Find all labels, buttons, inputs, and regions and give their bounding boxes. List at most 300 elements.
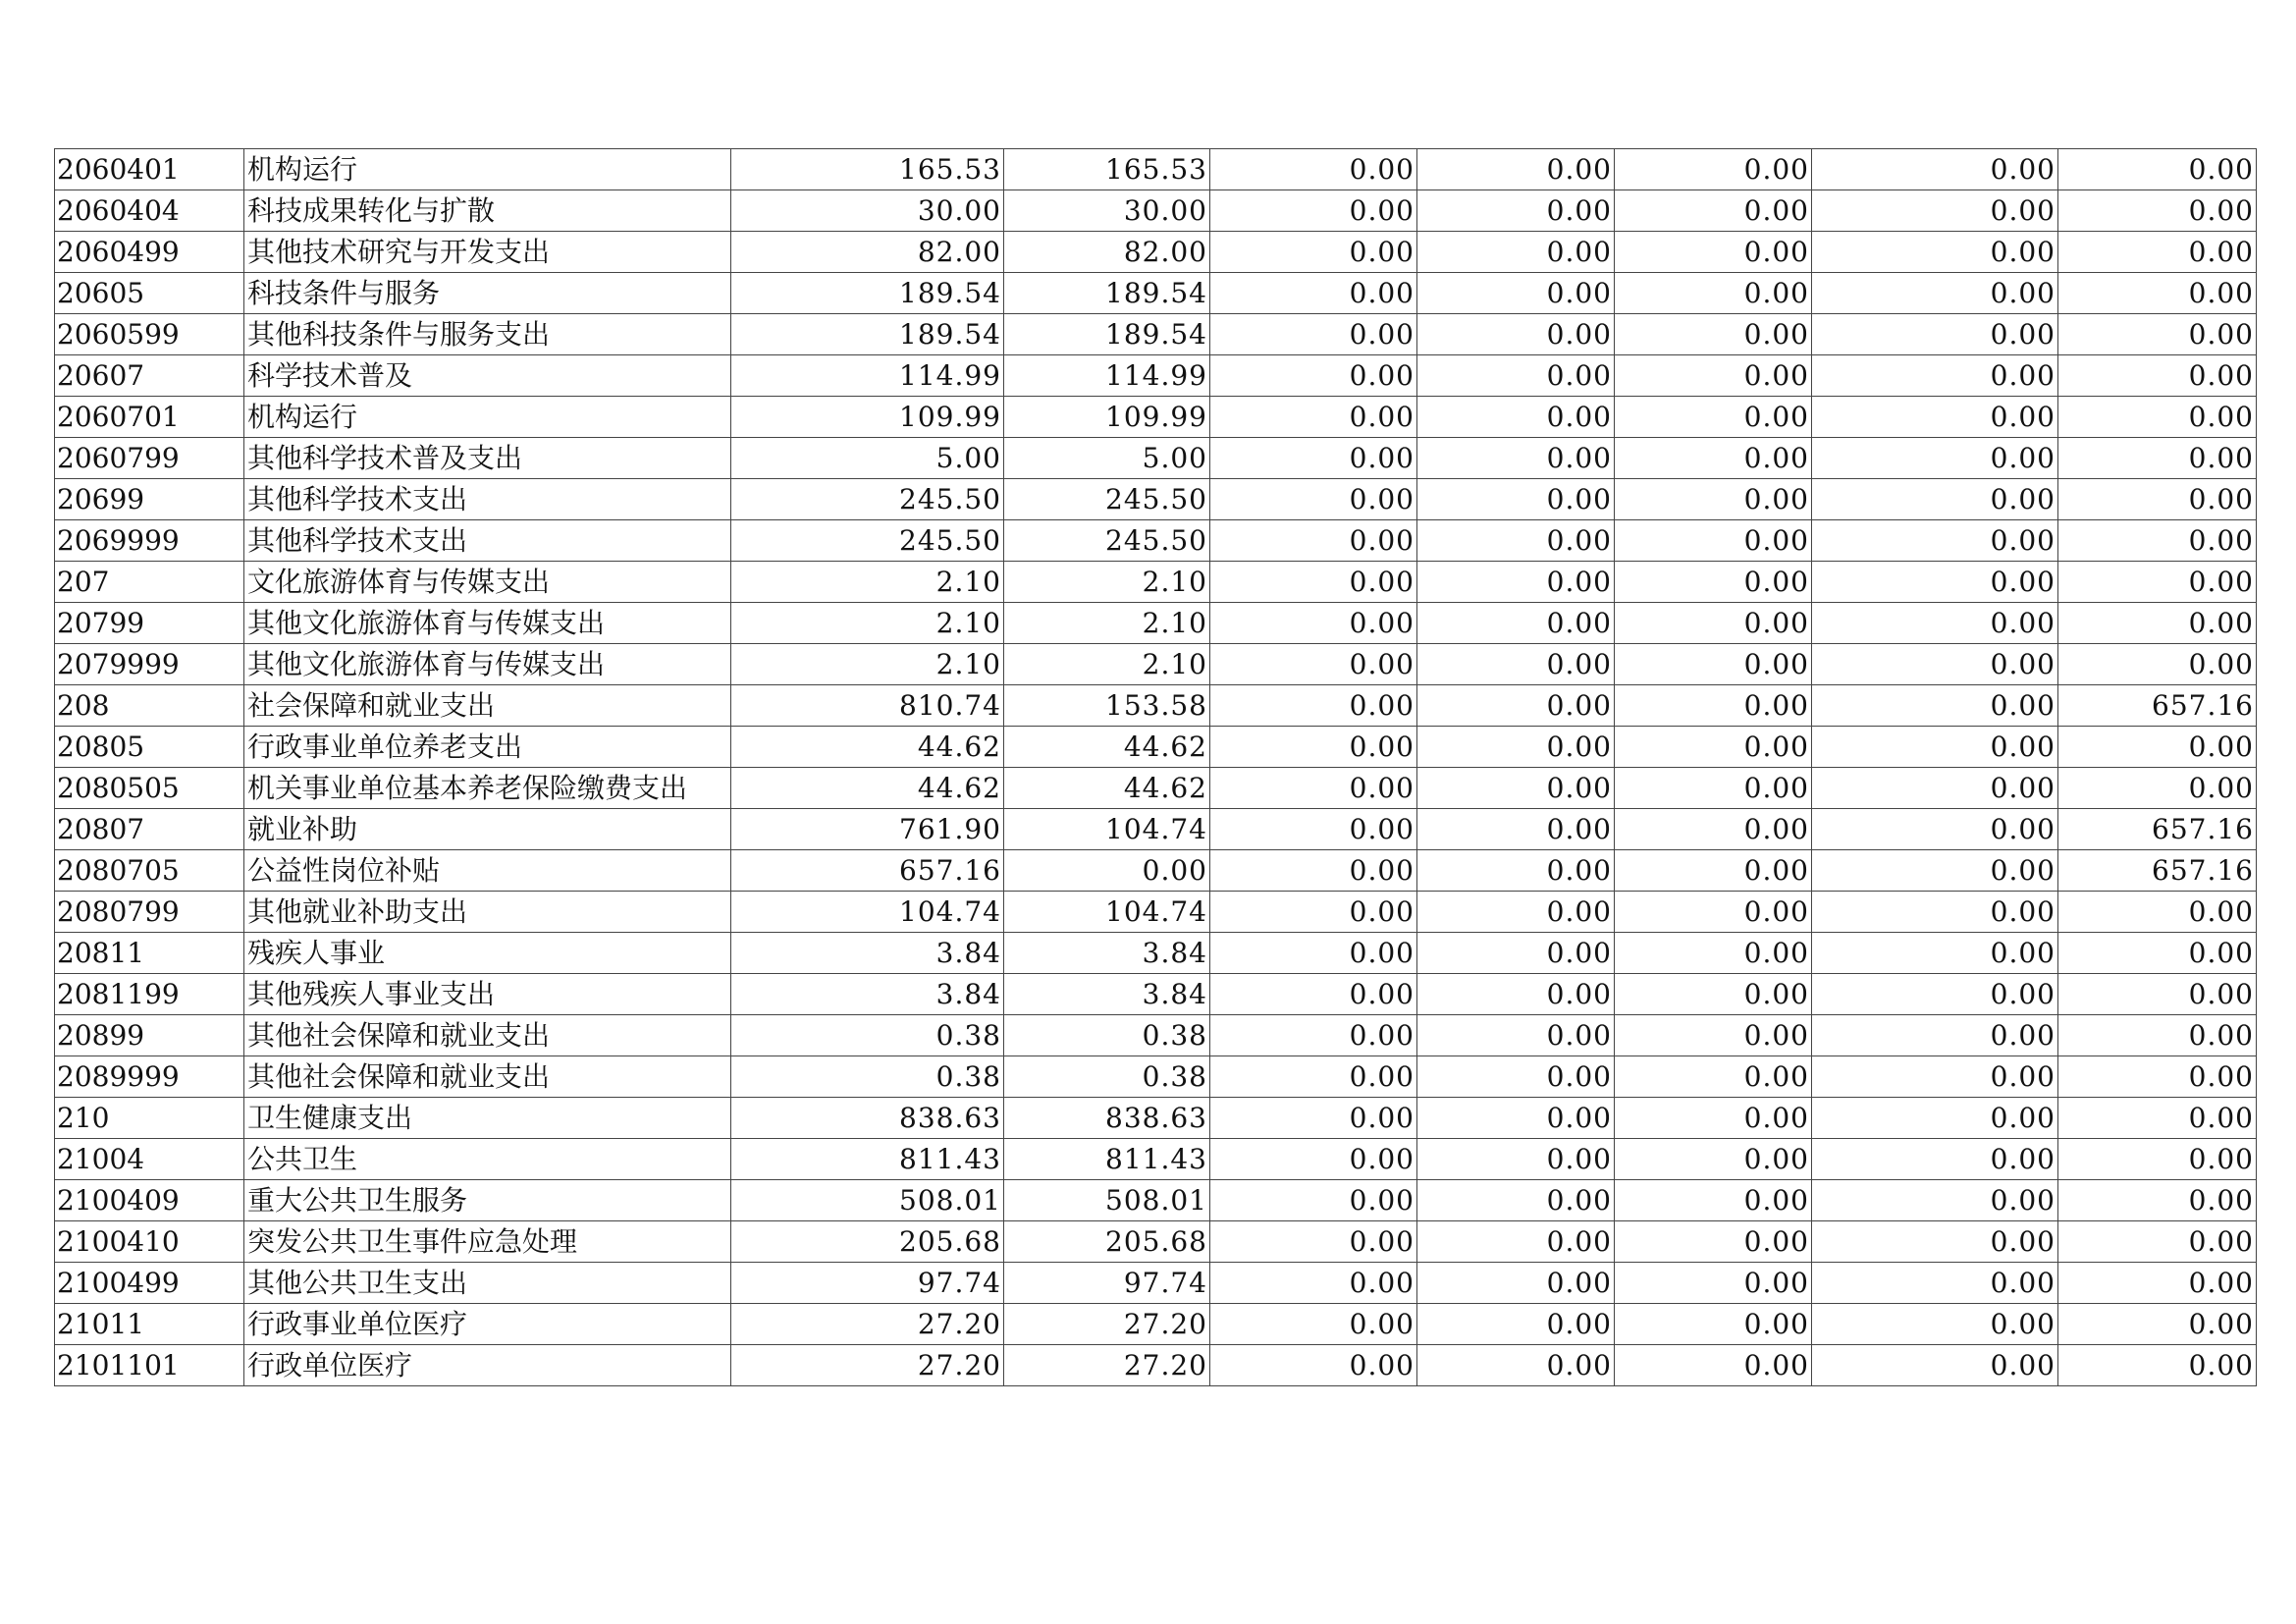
subject-name-cell: 其他科学技术支出 xyxy=(244,479,731,520)
amount-cell: 104.74 xyxy=(731,892,1004,933)
amount-cell: 0.00 xyxy=(1210,479,1417,520)
amount-cell: 0.00 xyxy=(1417,727,1615,768)
amount-cell: 153.58 xyxy=(1004,685,1210,727)
amount-cell: 0.00 xyxy=(1615,644,1812,685)
amount-cell: 2.10 xyxy=(1004,562,1210,603)
amount-cell: 0.00 xyxy=(2058,397,2257,438)
amount-cell: 104.74 xyxy=(1004,892,1210,933)
amount-cell: 30.00 xyxy=(1004,190,1210,232)
subject-name-cell: 行政单位医疗 xyxy=(244,1345,731,1386)
amount-cell: 0.00 xyxy=(1210,644,1417,685)
subject-code-cell: 20899 xyxy=(55,1015,244,1056)
subject-name-cell: 突发公共卫生事件应急处理 xyxy=(244,1221,731,1263)
amount-cell: 0.00 xyxy=(2058,1056,2257,1098)
amount-cell: 657.16 xyxy=(2058,850,2257,892)
amount-cell: 838.63 xyxy=(731,1098,1004,1139)
amount-cell: 0.00 xyxy=(1812,314,2058,355)
amount-cell: 0.00 xyxy=(1615,1221,1812,1263)
amount-cell: 0.00 xyxy=(1615,190,1812,232)
amount-cell: 0.00 xyxy=(1210,1056,1417,1098)
amount-cell: 0.00 xyxy=(2058,933,2257,974)
subject-name-cell: 其他公共卫生支出 xyxy=(244,1263,731,1304)
amount-cell: 0.00 xyxy=(1812,438,2058,479)
amount-cell: 0.00 xyxy=(2058,1139,2257,1180)
amount-cell: 27.20 xyxy=(731,1345,1004,1386)
table-row xyxy=(55,1180,2257,1221)
amount-cell: 0.00 xyxy=(1417,1263,1615,1304)
amount-cell: 0.00 xyxy=(1210,1139,1417,1180)
amount-cell: 0.00 xyxy=(1615,727,1812,768)
amount-cell: 5.00 xyxy=(1004,438,1210,479)
subject-name-cell: 其他就业补助支出 xyxy=(244,892,731,933)
amount-cell: 811.43 xyxy=(1004,1139,1210,1180)
subject-name-cell: 残疾人事业 xyxy=(244,933,731,974)
subject-code-cell: 2080799 xyxy=(55,892,244,933)
amount-cell: 0.00 xyxy=(1417,644,1615,685)
amount-cell: 0.00 xyxy=(1615,149,1812,190)
amount-cell: 508.01 xyxy=(1004,1180,1210,1221)
amount-cell: 0.00 xyxy=(1812,892,2058,933)
amount-cell: 0.00 xyxy=(1615,1056,1812,1098)
table-row xyxy=(55,1345,2257,1386)
amount-cell: 0.00 xyxy=(1417,1056,1615,1098)
amount-cell: 2.10 xyxy=(731,562,1004,603)
amount-cell: 0.00 xyxy=(1615,603,1812,644)
amount-cell: 27.20 xyxy=(1004,1345,1210,1386)
amount-cell: 3.84 xyxy=(1004,933,1210,974)
amount-cell: 0.00 xyxy=(1615,273,1812,314)
table-row xyxy=(55,1221,2257,1263)
amount-cell: 0.00 xyxy=(1812,727,2058,768)
amount-cell: 0.00 xyxy=(1210,520,1417,562)
amount-cell: 189.54 xyxy=(731,314,1004,355)
amount-cell: 245.50 xyxy=(731,520,1004,562)
amount-cell: 0.00 xyxy=(2058,1098,2257,1139)
subject-code-cell: 20607 xyxy=(55,355,244,397)
amount-cell: 0.00 xyxy=(1210,1263,1417,1304)
subject-name-cell: 文化旅游体育与传媒支出 xyxy=(244,562,731,603)
subject-code-cell: 2079999 xyxy=(55,644,244,685)
subject-name-cell: 其他残疾人事业支出 xyxy=(244,974,731,1015)
subject-name-cell: 行政事业单位养老支出 xyxy=(244,727,731,768)
amount-cell: 82.00 xyxy=(1004,232,1210,273)
amount-cell: 0.00 xyxy=(1615,850,1812,892)
table-row xyxy=(55,933,2257,974)
amount-cell: 0.00 xyxy=(2058,644,2257,685)
amount-cell: 0.00 xyxy=(1417,479,1615,520)
subject-name-cell: 公益性岗位补贴 xyxy=(244,850,731,892)
table-row xyxy=(55,314,2257,355)
subject-code-cell: 208 xyxy=(55,685,244,727)
table-row xyxy=(55,1304,2257,1345)
subject-name-cell: 就业补助 xyxy=(244,809,731,850)
amount-cell: 0.00 xyxy=(1210,232,1417,273)
subject-code-cell: 2060401 xyxy=(55,149,244,190)
amount-cell: 0.00 xyxy=(1615,1263,1812,1304)
amount-cell: 0.00 xyxy=(1417,1139,1615,1180)
subject-code-cell: 210 xyxy=(55,1098,244,1139)
subject-code-cell: 20699 xyxy=(55,479,244,520)
amount-cell: 0.00 xyxy=(1210,397,1417,438)
amount-cell: 3.84 xyxy=(1004,974,1210,1015)
amount-cell: 0.00 xyxy=(1615,1098,1812,1139)
subject-name-cell: 其他文化旅游体育与传媒支出 xyxy=(244,603,731,644)
amount-cell: 3.84 xyxy=(731,974,1004,1015)
amount-cell: 0.00 xyxy=(1417,974,1615,1015)
amount-cell: 761.90 xyxy=(731,809,1004,850)
subject-code-cell: 2060499 xyxy=(55,232,244,273)
subject-code-cell: 20605 xyxy=(55,273,244,314)
amount-cell: 0.00 xyxy=(1417,1221,1615,1263)
subject-code-cell: 21011 xyxy=(55,1304,244,1345)
subject-name-cell: 机构运行 xyxy=(244,397,731,438)
amount-cell: 0.00 xyxy=(1615,232,1812,273)
table-row xyxy=(55,1263,2257,1304)
amount-cell: 82.00 xyxy=(731,232,1004,273)
amount-cell: 0.00 xyxy=(1615,685,1812,727)
subject-code-cell: 20799 xyxy=(55,603,244,644)
amount-cell: 0.00 xyxy=(1812,149,2058,190)
amount-cell: 0.00 xyxy=(1615,1015,1812,1056)
amount-cell: 0.00 xyxy=(1210,685,1417,727)
table-row xyxy=(55,1098,2257,1139)
amount-cell: 0.00 xyxy=(1210,933,1417,974)
amount-cell: 0.00 xyxy=(2058,1015,2257,1056)
amount-cell: 2.10 xyxy=(731,603,1004,644)
amount-cell: 97.74 xyxy=(1004,1263,1210,1304)
amount-cell: 0.00 xyxy=(1417,768,1615,809)
table-row xyxy=(55,232,2257,273)
amount-cell: 30.00 xyxy=(731,190,1004,232)
amount-cell: 2.10 xyxy=(731,644,1004,685)
amount-cell: 0.00 xyxy=(1210,892,1417,933)
amount-cell: 0.00 xyxy=(1417,1098,1615,1139)
amount-cell: 245.50 xyxy=(1004,479,1210,520)
subject-name-cell: 其他社会保障和就业支出 xyxy=(244,1056,731,1098)
amount-cell: 0.00 xyxy=(1812,850,2058,892)
amount-cell: 205.68 xyxy=(1004,1221,1210,1263)
amount-cell: 0.00 xyxy=(1210,190,1417,232)
amount-cell: 0.38 xyxy=(1004,1056,1210,1098)
amount-cell: 0.00 xyxy=(2058,727,2257,768)
subject-name-cell: 科技成果转化与扩散 xyxy=(244,190,731,232)
amount-cell: 657.16 xyxy=(731,850,1004,892)
amount-cell: 810.74 xyxy=(731,685,1004,727)
amount-cell: 0.00 xyxy=(2058,273,2257,314)
table-row xyxy=(55,355,2257,397)
amount-cell: 0.00 xyxy=(2058,190,2257,232)
amount-cell: 44.62 xyxy=(731,768,1004,809)
amount-cell: 0.00 xyxy=(2058,1304,2257,1345)
amount-cell: 0.00 xyxy=(1812,603,2058,644)
table-row xyxy=(55,520,2257,562)
subject-name-cell: 卫生健康支出 xyxy=(244,1098,731,1139)
amount-cell: 0.00 xyxy=(1417,149,1615,190)
subject-code-cell: 2100499 xyxy=(55,1263,244,1304)
subject-code-cell: 2060599 xyxy=(55,314,244,355)
amount-cell: 0.00 xyxy=(1417,603,1615,644)
amount-cell: 0.00 xyxy=(1812,1180,2058,1221)
subject-name-cell: 机构运行 xyxy=(244,149,731,190)
amount-cell: 0.00 xyxy=(1210,850,1417,892)
amount-cell: 0.00 xyxy=(1210,355,1417,397)
amount-cell: 0.00 xyxy=(2058,520,2257,562)
amount-cell: 2.10 xyxy=(1004,603,1210,644)
amount-cell: 165.53 xyxy=(731,149,1004,190)
amount-cell: 0.00 xyxy=(1812,768,2058,809)
subject-name-cell: 科学技术普及 xyxy=(244,355,731,397)
subject-name-cell: 其他文化旅游体育与传媒支出 xyxy=(244,644,731,685)
subject-name-cell: 其他科学技术支出 xyxy=(244,520,731,562)
amount-cell: 0.00 xyxy=(1615,355,1812,397)
subject-name-cell: 其他社会保障和就业支出 xyxy=(244,1015,731,1056)
table-row xyxy=(55,685,2257,727)
amount-cell: 0.00 xyxy=(1615,768,1812,809)
amount-cell: 0.00 xyxy=(1210,603,1417,644)
amount-cell: 0.00 xyxy=(1812,644,2058,685)
amount-cell: 0.00 xyxy=(2058,1180,2257,1221)
amount-cell: 0.00 xyxy=(1615,1304,1812,1345)
amount-cell: 44.62 xyxy=(1004,727,1210,768)
amount-cell: 0.00 xyxy=(1615,1139,1812,1180)
amount-cell: 0.00 xyxy=(1210,1221,1417,1263)
amount-cell: 44.62 xyxy=(1004,768,1210,809)
amount-cell: 205.68 xyxy=(731,1221,1004,1263)
subject-code-cell: 20811 xyxy=(55,933,244,974)
amount-cell: 0.00 xyxy=(1210,562,1417,603)
amount-cell: 0.00 xyxy=(1417,850,1615,892)
amount-cell: 0.00 xyxy=(2058,314,2257,355)
amount-cell: 0.00 xyxy=(1812,273,2058,314)
amount-cell: 245.50 xyxy=(731,479,1004,520)
amount-cell: 3.84 xyxy=(731,933,1004,974)
table-row xyxy=(55,479,2257,520)
amount-cell: 245.50 xyxy=(1004,520,1210,562)
subject-code-cell: 2081199 xyxy=(55,974,244,1015)
amount-cell: 0.00 xyxy=(1615,809,1812,850)
amount-cell: 0.00 xyxy=(1812,1304,2058,1345)
amount-cell: 0.00 xyxy=(1417,1345,1615,1386)
amount-cell: 5.00 xyxy=(731,438,1004,479)
amount-cell: 0.00 xyxy=(2058,149,2257,190)
amount-cell: 0.00 xyxy=(1417,397,1615,438)
table-row xyxy=(55,149,2257,190)
amount-cell: 0.00 xyxy=(1417,933,1615,974)
subject-name-cell: 其他技术研究与开发支出 xyxy=(244,232,731,273)
subject-name-cell: 行政事业单位医疗 xyxy=(244,1304,731,1345)
amount-cell: 0.00 xyxy=(1210,1304,1417,1345)
amount-cell: 0.38 xyxy=(731,1056,1004,1098)
subject-name-cell: 其他科学技术普及支出 xyxy=(244,438,731,479)
amount-cell: 0.00 xyxy=(1210,314,1417,355)
subject-code-cell: 2101101 xyxy=(55,1345,244,1386)
subject-code-cell: 2100410 xyxy=(55,1221,244,1263)
amount-cell: 44.62 xyxy=(731,727,1004,768)
amount-cell: 0.00 xyxy=(1210,273,1417,314)
table-row xyxy=(55,727,2257,768)
amount-cell: 0.00 xyxy=(1615,974,1812,1015)
amount-cell: 0.00 xyxy=(1417,438,1615,479)
table-row xyxy=(55,850,2257,892)
amount-cell: 0.00 xyxy=(1615,892,1812,933)
amount-cell: 0.00 xyxy=(2058,603,2257,644)
amount-cell: 0.00 xyxy=(1417,892,1615,933)
amount-cell: 0.00 xyxy=(1812,1139,2058,1180)
amount-cell: 0.00 xyxy=(2058,1263,2257,1304)
amount-cell: 27.20 xyxy=(731,1304,1004,1345)
table-row xyxy=(55,562,2257,603)
amount-cell: 0.00 xyxy=(1812,933,2058,974)
amount-cell: 0.00 xyxy=(1210,1180,1417,1221)
table-row xyxy=(55,644,2257,685)
amount-cell: 0.00 xyxy=(1417,809,1615,850)
amount-cell: 0.00 xyxy=(1812,397,2058,438)
amount-cell: 0.00 xyxy=(1210,1345,1417,1386)
amount-cell: 0.00 xyxy=(1004,850,1210,892)
amount-cell: 838.63 xyxy=(1004,1098,1210,1139)
amount-cell: 0.00 xyxy=(1210,809,1417,850)
amount-cell: 189.54 xyxy=(1004,314,1210,355)
amount-cell: 189.54 xyxy=(1004,273,1210,314)
amount-cell: 0.00 xyxy=(2058,479,2257,520)
table-row xyxy=(55,892,2257,933)
subject-name-cell: 重大公共卫生服务 xyxy=(244,1180,731,1221)
subject-code-cell: 20807 xyxy=(55,809,244,850)
table-row xyxy=(55,190,2257,232)
amount-cell: 0.00 xyxy=(1417,273,1615,314)
subject-name-cell: 其他科技条件与服务支出 xyxy=(244,314,731,355)
subject-code-cell: 2080505 xyxy=(55,768,244,809)
amount-cell: 0.00 xyxy=(1812,1345,2058,1386)
table-body xyxy=(55,149,2257,1386)
amount-cell: 0.00 xyxy=(1417,520,1615,562)
amount-cell: 0.00 xyxy=(1812,685,2058,727)
amount-cell: 0.38 xyxy=(1004,1015,1210,1056)
subject-code-cell: 20805 xyxy=(55,727,244,768)
amount-cell: 0.00 xyxy=(1210,974,1417,1015)
amount-cell: 0.00 xyxy=(1812,232,2058,273)
amount-cell: 0.00 xyxy=(1615,562,1812,603)
amount-cell: 104.74 xyxy=(1004,809,1210,850)
subject-code-cell: 2100409 xyxy=(55,1180,244,1221)
amount-cell: 0.00 xyxy=(1615,1180,1812,1221)
table-row xyxy=(55,809,2257,850)
amount-cell: 27.20 xyxy=(1004,1304,1210,1345)
subject-code-cell: 2089999 xyxy=(55,1056,244,1098)
amount-cell: 0.00 xyxy=(2058,1345,2257,1386)
amount-cell: 0.00 xyxy=(1812,355,2058,397)
subject-code-cell: 21004 xyxy=(55,1139,244,1180)
table-row xyxy=(55,974,2257,1015)
amount-cell: 0.00 xyxy=(1210,727,1417,768)
amount-cell: 657.16 xyxy=(2058,685,2257,727)
amount-cell: 109.99 xyxy=(1004,397,1210,438)
subject-code-cell: 2069999 xyxy=(55,520,244,562)
expenditure-table xyxy=(54,148,2257,1386)
table-row xyxy=(55,438,2257,479)
amount-cell: 0.00 xyxy=(2058,562,2257,603)
amount-cell: 0.00 xyxy=(1210,1015,1417,1056)
amount-cell: 97.74 xyxy=(731,1263,1004,1304)
amount-cell: 0.00 xyxy=(2058,892,2257,933)
amount-cell: 0.00 xyxy=(1812,520,2058,562)
amount-cell: 0.00 xyxy=(1812,479,2058,520)
amount-cell: 0.00 xyxy=(1812,1015,2058,1056)
amount-cell: 0.00 xyxy=(2058,768,2257,809)
amount-cell: 0.00 xyxy=(2058,438,2257,479)
subject-code-cell: 207 xyxy=(55,562,244,603)
amount-cell: 0.00 xyxy=(1210,149,1417,190)
table-row xyxy=(55,1056,2257,1098)
amount-cell: 0.00 xyxy=(2058,232,2257,273)
amount-cell: 0.00 xyxy=(1417,355,1615,397)
amount-cell: 0.00 xyxy=(2058,355,2257,397)
amount-cell: 0.00 xyxy=(1812,190,2058,232)
table-row xyxy=(55,603,2257,644)
amount-cell: 0.00 xyxy=(1210,438,1417,479)
amount-cell: 0.00 xyxy=(1417,190,1615,232)
amount-cell: 0.00 xyxy=(1812,809,2058,850)
amount-cell: 508.01 xyxy=(731,1180,1004,1221)
amount-cell: 0.00 xyxy=(1210,768,1417,809)
amount-cell: 0.00 xyxy=(2058,1221,2257,1263)
amount-cell: 189.54 xyxy=(731,273,1004,314)
subject-name-cell: 公共卫生 xyxy=(244,1139,731,1180)
amount-cell: 0.00 xyxy=(1615,397,1812,438)
amount-cell: 811.43 xyxy=(731,1139,1004,1180)
amount-cell: 0.00 xyxy=(1812,1056,2058,1098)
table-row xyxy=(55,768,2257,809)
amount-cell: 0.00 xyxy=(1615,1345,1812,1386)
amount-cell: 114.99 xyxy=(1004,355,1210,397)
amount-cell: 0.00 xyxy=(1615,438,1812,479)
amount-cell: 0.00 xyxy=(1812,1098,2058,1139)
amount-cell: 0.00 xyxy=(1615,520,1812,562)
subject-name-cell: 机关事业单位基本养老保险缴费支出 xyxy=(244,768,731,809)
table-row xyxy=(55,1015,2257,1056)
amount-cell: 0.00 xyxy=(1615,933,1812,974)
table-row xyxy=(55,397,2257,438)
subject-name-cell: 社会保障和就业支出 xyxy=(244,685,731,727)
subject-code-cell: 2080705 xyxy=(55,850,244,892)
amount-cell: 0.00 xyxy=(1812,1221,2058,1263)
subject-name-cell: 科技条件与服务 xyxy=(244,273,731,314)
amount-cell: 0.00 xyxy=(1615,479,1812,520)
amount-cell: 2.10 xyxy=(1004,644,1210,685)
amount-cell: 0.00 xyxy=(1417,685,1615,727)
amount-cell: 0.00 xyxy=(1417,562,1615,603)
amount-cell: 0.00 xyxy=(1812,562,2058,603)
amount-cell: 0.00 xyxy=(1615,314,1812,355)
amount-cell: 0.00 xyxy=(1812,974,2058,1015)
subject-code-cell: 2060404 xyxy=(55,190,244,232)
subject-code-cell: 2060799 xyxy=(55,438,244,479)
amount-cell: 0.00 xyxy=(1417,1304,1615,1345)
subject-code-cell: 2060701 xyxy=(55,397,244,438)
table-row xyxy=(55,273,2257,314)
amount-cell: 109.99 xyxy=(731,397,1004,438)
table-row xyxy=(55,1139,2257,1180)
amount-cell: 0.00 xyxy=(1210,1098,1417,1139)
amount-cell: 0.00 xyxy=(1417,1015,1615,1056)
amount-cell: 0.00 xyxy=(1417,314,1615,355)
amount-cell: 0.00 xyxy=(1417,1180,1615,1221)
amount-cell: 0.00 xyxy=(1812,1263,2058,1304)
amount-cell: 0.00 xyxy=(1417,232,1615,273)
amount-cell: 114.99 xyxy=(731,355,1004,397)
amount-cell: 0.38 xyxy=(731,1015,1004,1056)
amount-cell: 165.53 xyxy=(1004,149,1210,190)
